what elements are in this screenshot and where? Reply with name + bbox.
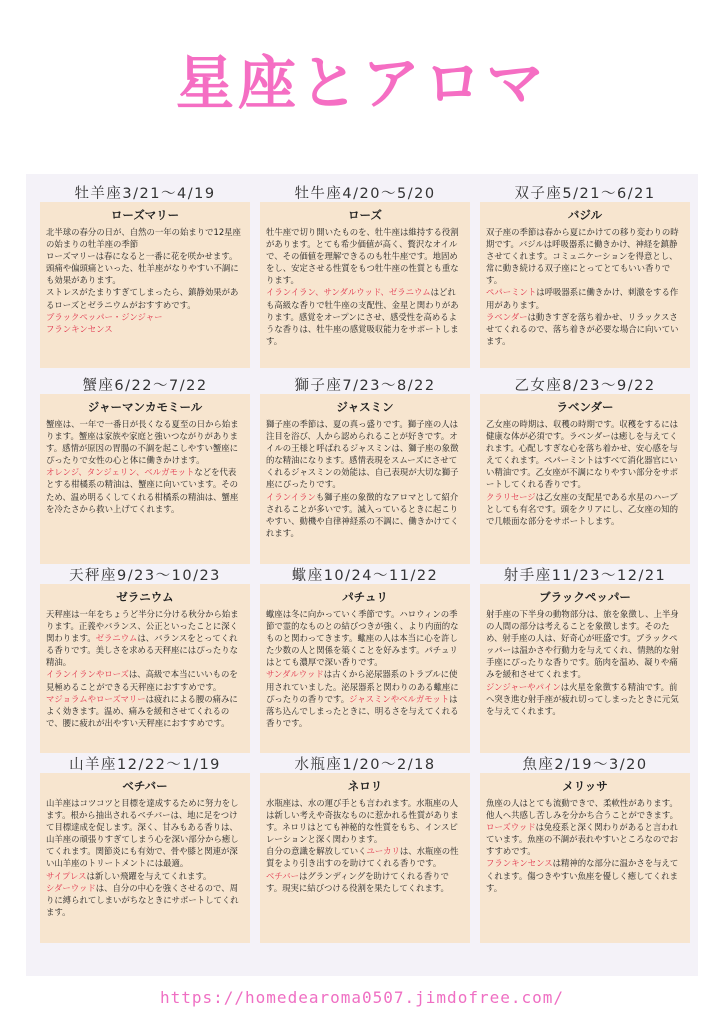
description-text: 頭痛や偏頭痛といった、牡羊座がなりやすい不調にも効果があります。: [46, 263, 239, 286]
highlighted-oil: イランイラン、サンダルウッド、ゼラニウム: [266, 287, 431, 298]
description-text: は精神的な部分に温かさを与えてくれます。傷つきやすい魚座を優しく癒してくれます。: [486, 858, 679, 893]
description-paragraph: [266, 797, 464, 845]
description-paragraph: [266, 418, 464, 491]
aroma-description: [46, 418, 244, 515]
highlighted-oil: ペパーミント: [486, 287, 537, 298]
aroma-name: ベチバー: [122, 779, 168, 793]
description-paragraph: [266, 286, 464, 346]
description-text: 水瓶座は、水の運び手とも言われます。水瓶座の人は新しい考えや奇抜なものに惹かれる性質があります。ネロリはとても神秘的な性質をもち、インスピレーションと深く関わります。: [266, 798, 459, 845]
aroma-description: [46, 226, 244, 335]
aroma-card: [480, 584, 690, 753]
description-text: 乙女座の時期は、収穫の時期です。収穫をするには健康な体が必須です。ラベンダーは癒しを与えてくれます。心配しすぎな心を落ち着かせ、安心感を与えてくれます。ペパーミントはすべて消化器官にいい精油です。乙女座が不調になりやすい部分をサポートしてくれる香りです。: [486, 419, 678, 490]
aroma-description: [486, 608, 684, 717]
description-paragraph: [46, 870, 244, 882]
aroma-name: バジル: [567, 208, 603, 222]
zodiac-sign-heading: 牡牛座4/20～5/20: [294, 186, 436, 202]
highlighted-oil: ジンジャーやパイン: [486, 681, 561, 692]
description-paragraph: [46, 250, 244, 262]
description-text: 射手座の下半身の動物部分は、旅を象徴し、上半身の人間の部分は考えることを象徴します。そのため、射手座の人は、好奇心が旺盛です。ブラックペッパーは温かさや行動力を与えてくれ、情熱的な射手座にぴったりな香りです。筋肉を温め、凝りや痛みを緩和させてくれます。: [486, 609, 680, 680]
aroma-card: [40, 202, 250, 368]
zodiac-sign-heading: 蠍座10/24～11/22: [291, 568, 439, 584]
description-text: ローズマリーは春になると一番に花を咲かせます。: [46, 251, 238, 262]
description-paragraph: [486, 286, 684, 310]
description-paragraph: [486, 857, 684, 893]
zodiac-sign-heading: 射手座11/23～12/21: [503, 568, 667, 584]
description-paragraph: [486, 797, 684, 821]
description-paragraph: [46, 418, 244, 466]
description-text: は、バランスをとってくれる香りです。美しさを求める天秤座にはぴったりな精油。: [46, 633, 238, 668]
description-paragraph: [266, 845, 464, 869]
description-paragraph: [46, 226, 244, 250]
description-paragraph: [46, 466, 244, 514]
highlighted-oil: ラベンダー: [486, 311, 528, 322]
page-title: 星座とアロマ: [175, 49, 548, 117]
aroma-card: [40, 773, 250, 943]
highlighted-oil: フランキンセンス: [486, 858, 553, 869]
description-text: などを代表とする柑橘系の精油は、蟹座に向いています。そのため、温め明るくしてくれる柑橘系の精油は、蟹座を冷たさから救い上げてくれます。: [46, 467, 239, 514]
description-paragraph: [46, 286, 244, 310]
description-paragraph: [46, 693, 244, 729]
highlighted-oil: ジャスミンやベルガモット: [349, 693, 450, 704]
description-text: も獅子座の象徴的なアロマとして紹介されることが多いです。滅入っているときに起こりやすい、動機や自律神経系の不調に、働きかけてくれます。: [266, 491, 459, 538]
description-text: 自分の意識を解放していく: [266, 846, 367, 857]
description-text: 天秤座は一年をちょうど半分に分ける秋分から始まります。正義やバランス、公正といったことに深く関わります。: [46, 609, 239, 644]
description-paragraph: [486, 491, 684, 527]
aroma-description: [486, 418, 684, 527]
zodiac-sign-heading: 獅子座7/23～8/22: [294, 378, 436, 394]
highlighted-oil: ローズウッド: [486, 822, 536, 833]
description-text: 蠍座は冬に向かっていく季節です。ハロウィンの季節で霊的なものとの結びつきが強く、より内面的なものと関わってきます。蠍座の人は本当に心を許した少数の人と関係を築くことを好みます。パチュリはとても濃厚で深い香りです。: [266, 609, 459, 668]
description-paragraph: [486, 226, 684, 286]
highlighted-oil: フランキンセンス: [46, 323, 113, 334]
aroma-description: [46, 797, 244, 918]
description-text: 山羊座はコツコツと目標を達成するために努力をします。根から抽出されるベチバーは、地に足をつけて目標達成を促します。深く、甘みもある香りは、山羊座の頑張りすぎてしまう心を深い部分から癒してくれます。関節炎にも有効で、骨や膝と関連が深い山羊座のトリートメントには最適。: [46, 798, 239, 869]
aroma-description: [266, 226, 464, 347]
description-paragraph: [486, 681, 684, 717]
aroma-name: ネロリ: [347, 779, 383, 793]
description-text: 北半球の春分の日が、自然の一年の始まりで12星座の始まりの牡羊座の季節: [46, 227, 241, 250]
description-paragraph: [486, 311, 684, 347]
description-text: 牡牛座で切り開いたものを、牡牛座は維持する役割があります。とても希少価値が高く、贅沢なオイルで、その価値を理解できるのも牡牛座です。地固めをし、安定させる性質をもつ牡牛座の性質とも重なります。: [266, 227, 459, 286]
aroma-description: [266, 418, 464, 539]
aroma-name: ジャーマンカモミール: [87, 400, 203, 414]
description-paragraph: [46, 262, 244, 286]
highlighted-oil: ベチバー: [266, 870, 299, 881]
aroma-card: [480, 394, 690, 564]
description-text: は、自分の中心を強くさせるので、周りに縛られてしまいがちなときにサポートしてくれます。: [46, 882, 239, 917]
description-paragraph: [266, 608, 464, 668]
aroma-description: [266, 797, 464, 894]
zodiac-sign-heading: 乙女座8/23～9/22: [514, 378, 656, 394]
site-url[interactable]: https://homedearoma0507.jimdofree.com/: [159, 988, 565, 1007]
highlighted-oil: ユーカリ: [366, 846, 400, 857]
aroma-name: ゼラニウム: [116, 590, 174, 604]
description-text: 魚座の人はとても流動できで、柔軟性があります。他人へ共感し苦しみを分かち合うことができます。: [486, 798, 678, 821]
description-text: 蟹座は、一年で一番日が長くなる夏至の日から始まります。蟹座は家族や家庭と強いつながりがあります。感情が原因の胃腸の不調を起こしやすい蟹座にぴったりで女性の心と体に働きかけます。: [46, 419, 239, 466]
description-text: は落ち込んでしまったときに、明るさを与えてくれる香りです。: [266, 693, 459, 728]
description-paragraph: [266, 668, 464, 728]
zodiac-sign-heading: 牡羊座3/21～4/19: [74, 186, 216, 202]
highlighted-oil: マジョラムやローズマリー: [46, 693, 146, 704]
aroma-description: [486, 797, 684, 894]
aroma-name: ジャスミン: [336, 400, 394, 414]
aroma-card: [260, 394, 470, 564]
zodiac-sign-heading: 天秤座9/23～10/23: [69, 568, 221, 584]
description-paragraph: [266, 491, 464, 539]
highlighted-oil: イランイラン: [266, 491, 316, 502]
aroma-card: [480, 773, 690, 943]
description-text: は動きすぎを落ち着かせ、リラックスさせてくれるので、落ち着きが必要な場合に向いています。: [486, 311, 679, 346]
highlighted-oil: イランイランやローズ: [46, 669, 129, 680]
description-text: は、水瓶座の性質をより引き出すのを助けてくれる香りです。: [266, 846, 459, 869]
zodiac-sign-heading: 魚座2/19～3/20: [522, 757, 648, 773]
zodiac-sign-heading: 蟹座6/22～7/22: [82, 378, 208, 394]
description-text: はどれも高級な香りで牡牛座の支配性、金星と関わりがあります。感覚をオープンにさせ、感受性を高めるような香りは、牡牛座の感覚吸収能力をサポートします。: [266, 287, 459, 346]
description-text: は古くから泌尿器系のトラブルに使用されていました。泌尿器系と関わりのある蠍座にぴったりの香りです。: [266, 669, 459, 704]
description-text: 双子座の季節は春から夏にかけての移り変わりの時期です。バジルは呼吸器系に働きかけ、神経を鎮静させてくれます。コミュニケーションを得意とし、常に動き続ける双子座にとってとてもいい香りです。: [486, 227, 679, 286]
description-paragraph: [46, 608, 244, 668]
highlighted-oil: オレンジ、タンジェリン、ベルガモット: [46, 467, 195, 478]
description-text: はグランディングを助けてくれる香りです。現実に結びつける役割を果たしてくれます。: [266, 870, 449, 893]
description-paragraph: [486, 821, 684, 857]
aroma-card: [260, 584, 470, 753]
aroma-name: ブラックペッパー: [539, 590, 631, 604]
aroma-description: [266, 608, 464, 729]
aroma-card: [40, 394, 250, 564]
description-paragraph: [46, 882, 244, 918]
aroma-description: [46, 608, 244, 729]
description-paragraph: [46, 668, 244, 692]
highlighted-oil: シダーウッド: [46, 882, 96, 893]
aroma-card: [40, 584, 250, 753]
description-text: 獅子座の季節は、夏の真っ盛りです。獅子座の人は注目を浴び、人から認められることが好きです。オイルの王様と呼ばれるジャスミンは、獅子座の象徴的な精油になります。感情表現をスムーズにさせてくれるジャスミンの効能は、自己表現が大切な獅子座にぴったりです。: [266, 419, 459, 490]
description-text: は火星を象徴する精油です。前へ突き進む射手座が疲れ切ってしまったときに元気を与えてくれます。: [486, 681, 679, 716]
aroma-card: [260, 773, 470, 943]
zodiac-sign-heading: 水瓶座1/20～2/18: [294, 757, 436, 773]
highlighted-oil: クラリセージ: [486, 491, 536, 502]
description-paragraph: [46, 323, 244, 335]
description-paragraph: [266, 870, 464, 894]
aroma-card: [260, 202, 470, 368]
description-paragraph: [486, 418, 684, 491]
description-paragraph: [266, 226, 464, 286]
description-paragraph: [46, 311, 244, 323]
zodiac-sign-heading: 双子座5/21～6/21: [514, 186, 656, 202]
aroma-name: ローズ: [348, 208, 382, 222]
aroma-card: [480, 202, 690, 368]
highlighted-oil: ゼラニウム: [95, 633, 138, 644]
aroma-name: ローズマリー: [110, 208, 180, 222]
description-text: は、高級で本当にいいものを見極めることができる天秤座におすすめです。: [46, 669, 238, 692]
highlighted-oil: サンダルウッド: [266, 669, 324, 680]
aroma-description: [486, 226, 684, 347]
description-text: は新しい飛躍を与えてくれます。: [86, 870, 212, 881]
aroma-name: ラベンダー: [556, 400, 614, 414]
highlighted-oil: サイプレス: [46, 870, 87, 881]
description-text: ストレスがたまりすぎてしまったら、鎮静効果があるローズとゼラニウムがおすすめです。: [46, 287, 239, 310]
aroma-name: メリッサ: [562, 779, 608, 793]
zodiac-sign-heading: 山羊座12/22～1/19: [69, 757, 221, 773]
description-text: は免疫系と深く関わりがあると言われています。魚座の不調が表れやすいところなのでおすすめです。: [486, 822, 679, 857]
description-text: は乙女座の支配星である水星のハーブとしても有名です。頭をクリアにし、乙女座の知的で几帳面な部分をサポートします。: [486, 491, 678, 526]
description-text: は呼吸器系に働きかけ、刺激をする作用があります。: [486, 287, 679, 310]
highlighted-oil: ブラックペッパー・ジンジャー: [46, 311, 163, 322]
description-paragraph: [46, 797, 244, 870]
description-paragraph: [486, 608, 684, 681]
aroma-name: パチュリ: [342, 590, 388, 604]
description-text: は疲れによる腰の痛みによく効きます。温め、痛みを緩和させてくれるので、腰に疲れが出やすい天秤座におすすめです。: [46, 693, 238, 728]
